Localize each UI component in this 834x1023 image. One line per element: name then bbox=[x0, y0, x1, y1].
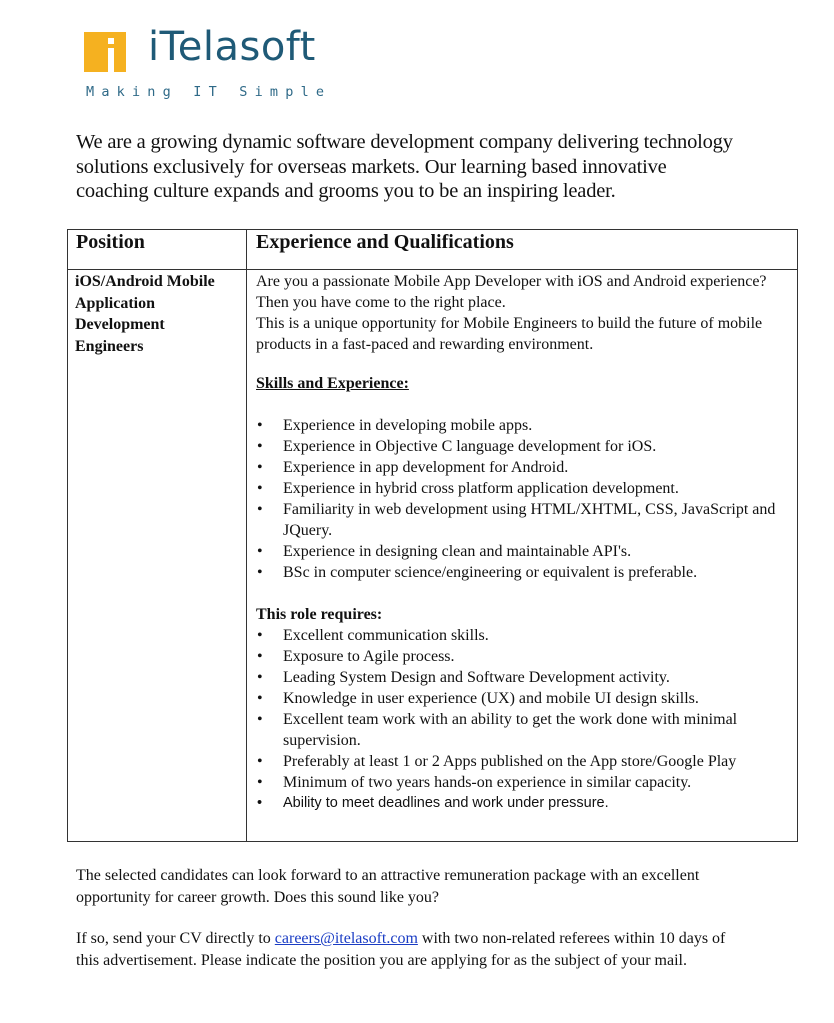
requirements-heading: This role requires: bbox=[256, 606, 383, 623]
skill-item: • Experience in designing clean and maintainable API's. bbox=[256, 541, 791, 562]
skill-item: • Experience in hybrid cross platform application development. bbox=[256, 478, 791, 499]
apply-paragraph bbox=[76, 928, 746, 971]
skills-heading: Skills and Experience: bbox=[256, 375, 409, 392]
careers-email-link[interactable]: careers@itelasoft.com bbox=[274, 930, 418, 947]
position-title-line: Development bbox=[75, 316, 165, 333]
requirement-item: • Knowledge in user experience (UX) and mobile UI design skills. bbox=[256, 688, 791, 709]
skill-item: • Experience in app development for Android. bbox=[256, 457, 791, 478]
experience-cell bbox=[256, 271, 791, 814]
requirement-item: • Preferably at least 1 or 2 Apps published on the App store/Google Play bbox=[256, 751, 791, 772]
position-title-line: Application bbox=[75, 294, 156, 312]
brand-name: iTelasoft bbox=[148, 24, 316, 70]
apply-suffix: with two non-related referees within 10 days of this advertisement. Please indicate the position you are applying for as the subject of your mail. bbox=[76, 930, 726, 969]
skill-item: • Experience in Objective C language development for iOS. bbox=[256, 436, 791, 457]
role-intro-paragraph: This is a unique opportunity for Mobile Engineers to build the future of mobile products in a fast-paced and rewarding environment. bbox=[256, 315, 763, 353]
skill-item: • Experience in developing mobile apps. bbox=[256, 415, 791, 436]
brand-tagline: Making IT Simple bbox=[86, 84, 332, 100]
remuneration-paragraph: The selected candidates can look forward to an attractive remuneration package with an excellent opportunity for career growth. Does this sound like you? bbox=[76, 867, 700, 906]
position-title-line: Engineers bbox=[75, 337, 144, 355]
positions-table bbox=[67, 229, 798, 842]
requirements-list bbox=[256, 625, 791, 814]
requirement-item: • Minimum of two years hands-on experience in similar capacity. bbox=[256, 772, 791, 793]
position-title bbox=[75, 271, 245, 357]
requirement-item: • Exposure to Agile process. bbox=[256, 646, 791, 667]
apply-prefix: If so, send your CV directly to bbox=[76, 930, 275, 947]
requirement-item: • Leading System Design and Software Development activity. bbox=[256, 667, 791, 688]
skills-list bbox=[256, 415, 791, 583]
requirement-item: • Excellent team work with an ability to get the work done with minimal supervision. bbox=[256, 709, 791, 751]
itelasoft-logo-icon bbox=[84, 32, 126, 72]
skill-item: • Familiarity in web development using HTML/XHTML, CSS, JavaScript and JQuery. bbox=[256, 499, 791, 541]
company-logo bbox=[84, 24, 344, 105]
requirement-item: • Ability to meet deadlines and work under pressure. bbox=[256, 793, 791, 814]
role-intro-paragraph: Are you a passionate Mobile App Developer with iOS and Android experience? Then you have come to the right place. bbox=[256, 273, 767, 311]
position-title-line: iOS/Android Mobile bbox=[75, 273, 215, 290]
header-position: Position bbox=[76, 231, 145, 253]
header-experience: Experience and Qualifications bbox=[256, 231, 514, 253]
company-intro: We are a growing dynamic software development company delivering technology solutions exclusively for overseas markets. Our learning based innovative coaching culture expands and grooms you to be an inspiring leader. bbox=[76, 131, 733, 202]
skill-item: • BSc in computer science/engineering or equivalent is preferable. bbox=[256, 562, 791, 583]
requirement-item: • Excellent communication skills. bbox=[256, 625, 791, 646]
